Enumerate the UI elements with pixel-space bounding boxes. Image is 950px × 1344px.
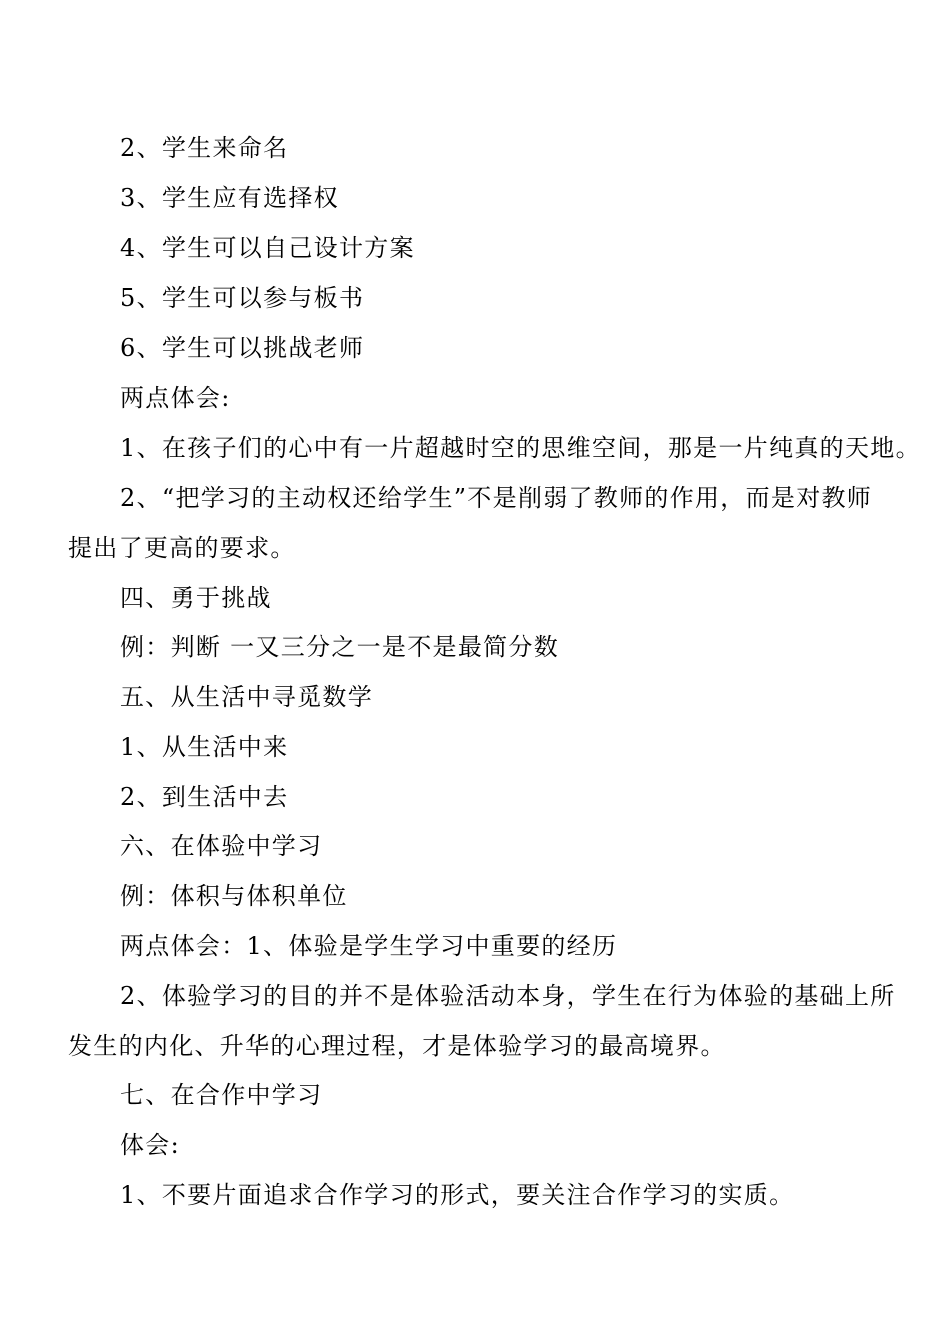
paragraph-reflection-2-cont: 提出了更高的要求。	[68, 534, 296, 562]
subheading-reflection: 体会:	[120, 1131, 180, 1159]
list-item-to-life: 2、到生活中去	[120, 783, 289, 811]
paragraph-experience-2: 2、体验学习的目的并不是体验活动本身，学生在行为体验的基础上所	[120, 982, 896, 1010]
list-item-2: 2、学生来命名	[120, 134, 289, 162]
section-heading-4: 四、勇于挑战	[120, 584, 272, 612]
example-line: 例：判断 一又三分之一是不是最简分数	[120, 633, 560, 661]
paragraph-experience-1: 两点体会：1、体验是学生学习中重要的经历	[120, 932, 618, 960]
list-item-3: 3、学生应有选择权	[120, 184, 339, 212]
section-heading-7: 七、在合作中学习	[120, 1081, 323, 1109]
list-item-6: 6、学生可以挑战老师	[120, 334, 365, 362]
section-heading-5: 五、从生活中寻觅数学	[120, 683, 373, 711]
paragraph-reflection-1: 1、在孩子们的心中有一片超越时空的思维空间，那是一片纯真的天地。	[120, 434, 921, 462]
paragraph-experience-2-cont: 发生的内化、升华的心理过程，才是体验学习的最高境界。	[68, 1032, 726, 1060]
list-item-5: 5、学生可以参与板书	[120, 284, 365, 312]
example-line-volume: 例：体积与体积单位	[120, 882, 348, 910]
list-item-from-life: 1、从生活中来	[120, 733, 289, 761]
paragraph-cooperation-1: 1、不要片面追求合作学习的形式，要关注合作学习的实质。	[120, 1181, 795, 1209]
list-item-4: 4、学生可以自己设计方案	[120, 234, 415, 262]
paragraph-reflection-2: 2、“把学习的主动权还给学生”不是削弱了教师的作用，而是对教师	[120, 484, 873, 512]
section-heading-6: 六、在体验中学习	[120, 832, 323, 860]
subheading-reflections: 两点体会:	[120, 384, 231, 412]
